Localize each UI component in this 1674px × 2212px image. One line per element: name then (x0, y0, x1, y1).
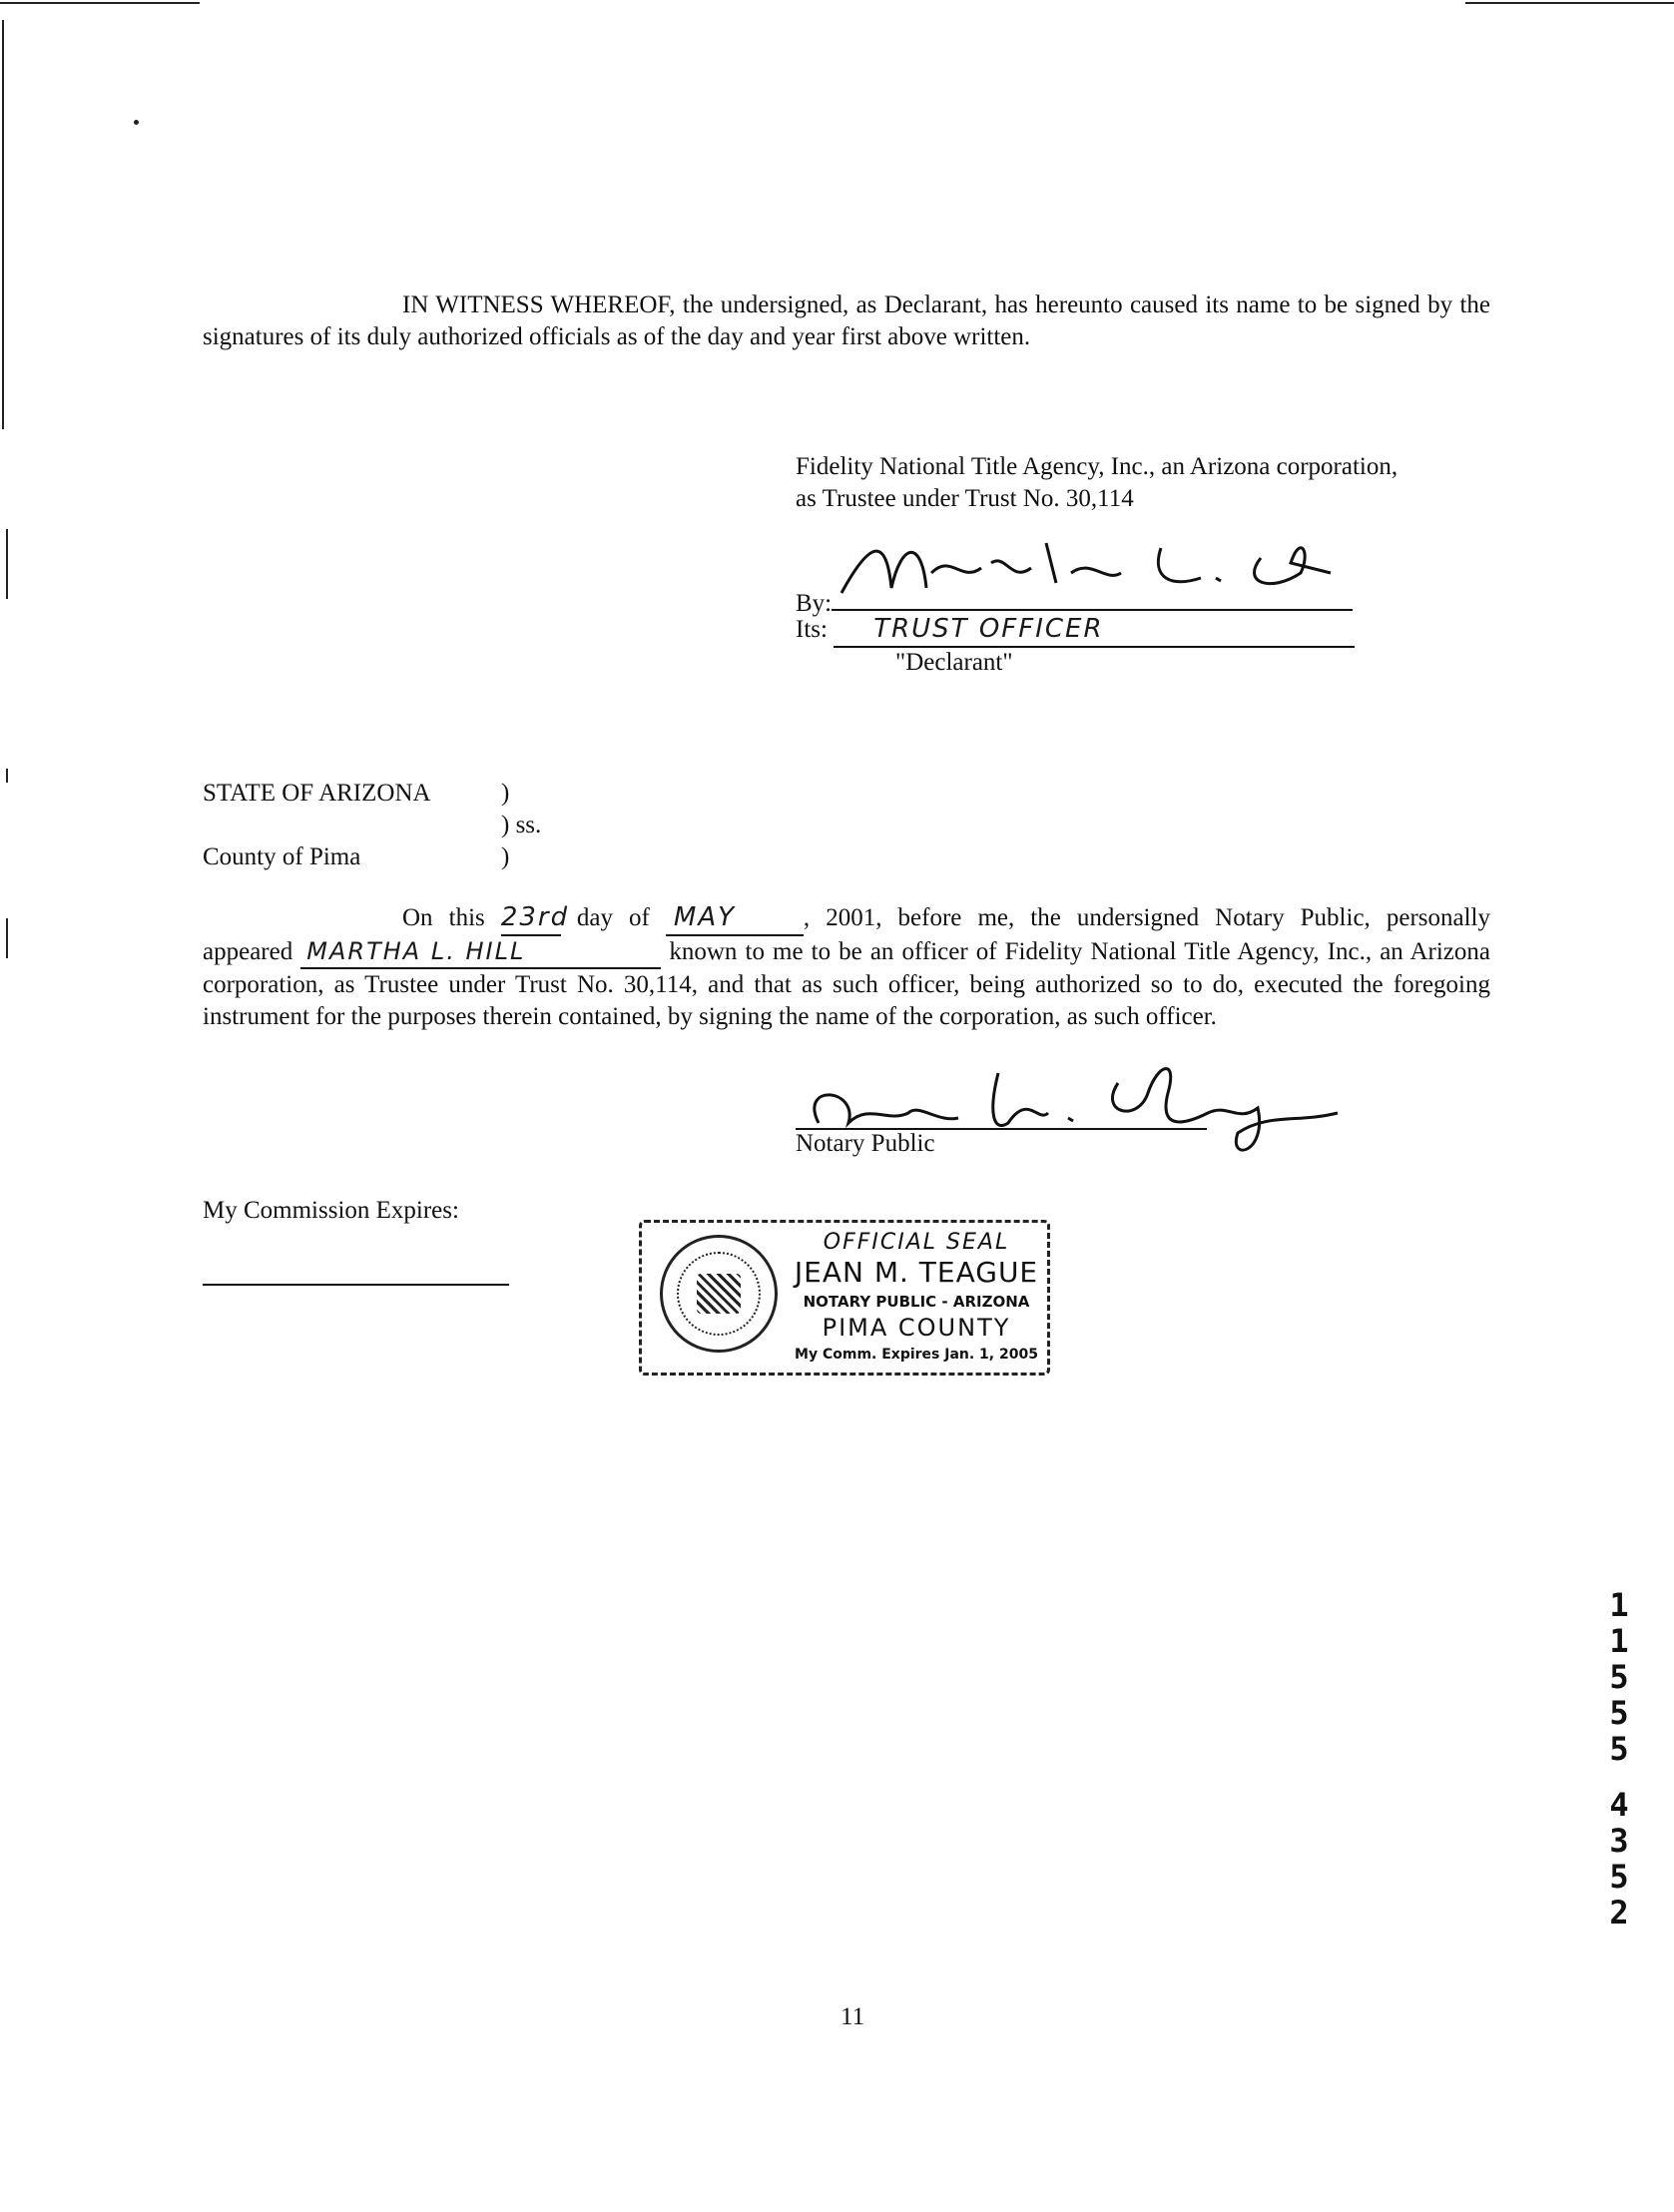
stamp-digit: 4 (1609, 1786, 1629, 1824)
on-this-text: On this (402, 904, 485, 931)
day-value: 23rd (501, 901, 561, 936)
its-row (796, 613, 1355, 648)
ack-rest-line1: , 2001, before me, the undersigned Notary Public, personally (803, 904, 1490, 931)
commission-label: My Commission Expires: (203, 1197, 459, 1224)
state-label: STATE OF ARIZONA (203, 780, 431, 807)
its-line (834, 613, 1355, 648)
venue-ss: ) ss. (501, 812, 542, 838)
day-of-text: day of (576, 904, 650, 931)
stamp-digit: 5 (1609, 1730, 1629, 1768)
scan-edge-left (2, 20, 4, 429)
seal-line-3: NOTARY PUBLIC - ARIZONA (803, 1293, 1030, 1311)
official-seal (639, 1220, 1050, 1376)
month-value: MAY (666, 901, 804, 936)
by-signature-line (832, 577, 1353, 611)
ack-line-1 (203, 901, 1490, 936)
seal-line-4: PIMA COUNTY (822, 1314, 1011, 1342)
scan-tick-left (6, 529, 8, 599)
acknowledgment-paragraph (203, 901, 1490, 1033)
declarant-label: "Declarant" (895, 649, 1013, 676)
appeared-text: appeared (203, 938, 293, 966)
ack-rest-line2: known to me to be an officer of Fidelity National Title Agency, Inc., an Arizona corporation, as Trustee under Trust No. 30,114, and that as such officer, being authorized so to do, executed the foregoing instrument for the purposes therein contained, by signing the name of the corporation, as such officer. (203, 938, 1490, 1030)
stamp-digit: 1 (1609, 1586, 1629, 1624)
scan-edge-top-left (0, 2, 200, 4)
stamp-digit: 2 (1609, 1894, 1629, 1932)
its-label: Its: (796, 616, 828, 643)
trustee-line1: Fidelity National Title Agency, Inc., an Arizona corporation, (796, 453, 1398, 480)
arizona-seal-emblem-icon (660, 1235, 778, 1353)
seal-line-2: JEAN M. TEAGUE (794, 1256, 1039, 1289)
by-label: By: (796, 590, 833, 617)
page-number: 11 (840, 2003, 865, 2030)
ack-line-2 (203, 936, 1490, 1033)
stamp-digit: 1 (1609, 1622, 1629, 1660)
name-value: MARTHA L. HILL (300, 936, 661, 969)
margin-stamp-top (1604, 1587, 1634, 1767)
trustee-line2: as Trustee under Trust No. 30,114 (796, 485, 1134, 512)
stamp-digit: 3 (1609, 1822, 1629, 1860)
scan-edge-top-right (1465, 2, 1674, 4)
stamp-digit: 5 (1609, 1858, 1629, 1896)
commission-blank-line (203, 1284, 509, 1286)
stamp-digit: 5 (1609, 1694, 1629, 1732)
margin-stamp-bottom (1604, 1787, 1634, 1931)
seal-line-1: OFFICIAL SEAL (823, 1230, 1010, 1255)
venue-paren-3: ) (501, 843, 510, 870)
scan-speck (134, 120, 139, 125)
scan-tick-left (6, 769, 8, 783)
venue-paren-1: ) (501, 780, 510, 807)
notary-label: Notary Public (796, 1130, 935, 1157)
trustee-signature (832, 533, 1351, 603)
scan-tick-left (6, 918, 8, 958)
county-label: County of Pima (203, 843, 361, 870)
witness-paragraph: IN WITNESS WHEREOF, the undersigned, as Declarant, has hereunto caused its name to be signed by the signatures of its duly authorized officials as of the day and year first above written. (203, 291, 1490, 350)
its-value: TRUST OFFICER (873, 614, 1104, 644)
seal-line-5: My Comm. Expires Jan. 1, 2005 (795, 1347, 1038, 1363)
stamp-digit: 5 (1609, 1658, 1629, 1696)
